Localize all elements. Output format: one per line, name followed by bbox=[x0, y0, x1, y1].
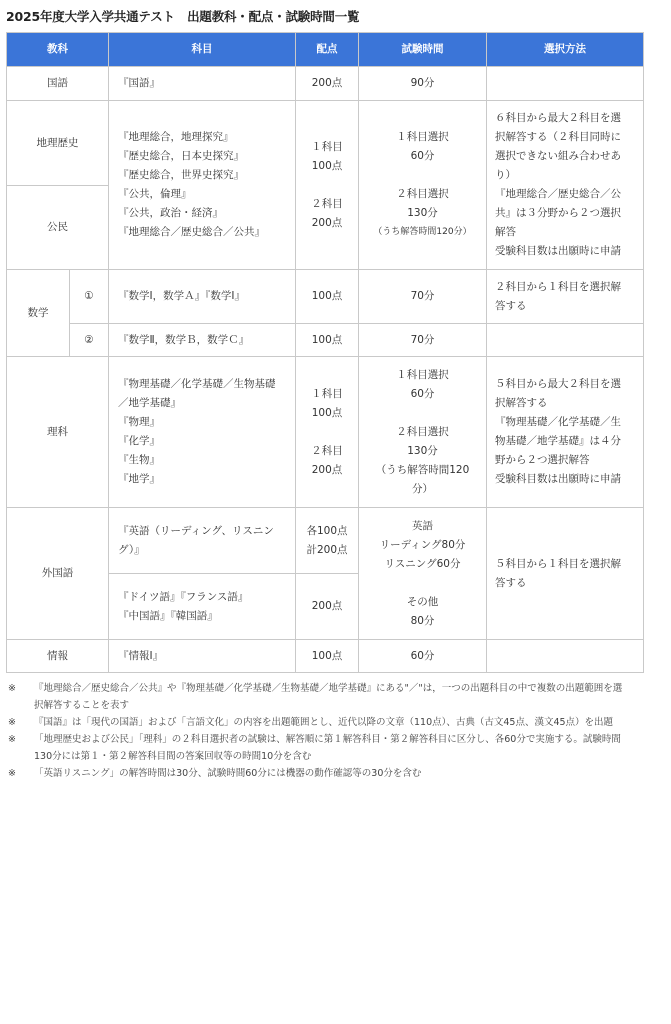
time-cell: 70分 bbox=[359, 324, 487, 357]
time-cell: 90分 bbox=[359, 67, 487, 101]
sub-number-cell: ② bbox=[70, 324, 109, 357]
time-cell: １科目選択 60分 ２科目選択 130分 （うち解答時間120 分） bbox=[359, 357, 487, 508]
courses-cell: 『地理総合，地理探究』 『歴史総合，日本史探究』 『歴史総合，世界史探究』 『公共，倫理』 『公共，政治・経済』 『地理総合／歴史総合／公共』 bbox=[109, 101, 296, 270]
points-cell: 100点 bbox=[296, 270, 359, 324]
header-courses: 科目 bbox=[109, 33, 296, 67]
courses-cell: 『数学Ⅰ，数学Ａ』『数学Ⅰ』 bbox=[109, 270, 296, 324]
note-item: ※ 「英語リスニング」の解答時間は30分、試験時間60分には機器の動作確認等の30分を含む bbox=[8, 768, 422, 779]
subject-cell: 理科 bbox=[7, 357, 109, 508]
points-cell: １科目 100点 ２科目 200点 bbox=[296, 101, 359, 270]
table-row bbox=[7, 357, 644, 508]
page-title: 2025年度大学入学共通テスト 出題教科・配点・試験時間一覧 bbox=[6, 9, 360, 24]
note-item: ※ 『地理総合／歴史総合／公共』や『物理基礎／化学基礎／生物基礎／地学基礎』にある"／"は，一つの出題科目の中で複数の出題範囲を選 択解答することを表す bbox=[8, 683, 623, 711]
header-subject: 教科 bbox=[7, 33, 109, 67]
method-cell: ６科目から最大２科目を選 択解答する（２科目同時に 選択できない組み合わせあ り） 『地理総合／歴史総合／公 共』は３分野から２つ選択 解答 受験科目数は出願時に申請 bbox=[487, 101, 644, 270]
subject-cell: 外国語 bbox=[7, 508, 109, 640]
subject-cell: 数学 bbox=[7, 270, 70, 357]
method-cell bbox=[487, 324, 644, 357]
subject-cell: 地理歴史 bbox=[7, 101, 109, 186]
courses-cell: 『情報Ⅰ』 bbox=[109, 640, 296, 673]
table-row bbox=[7, 324, 644, 357]
header-time: 試験時間 bbox=[359, 33, 487, 67]
header-row bbox=[7, 33, 644, 67]
points-cell: 200点 bbox=[296, 574, 359, 640]
subject-cell: 国語 bbox=[7, 67, 109, 101]
note-item: ※ 『国語』は「現代の国語」および「言語文化」の内容を出題範囲とし、近代以降の文章（110点）、古典（古文45点、漢文45点）を出題 bbox=[8, 717, 614, 728]
subject-cell: 情報 bbox=[7, 640, 109, 673]
points-cell: １科目 100点 ２科目 200点 bbox=[296, 357, 359, 508]
points-cell: 各100点 計200点 bbox=[296, 508, 359, 574]
sub-number-cell: ① bbox=[70, 270, 109, 324]
table-row bbox=[7, 508, 644, 574]
note-item: ※ 「地理歴史および公民」「理科」の２科目選択者の試験は、解答順に第１解答科目・第２解答科目に区分し、各60分で実施する。試験時間 130分には第１・第２解答科目間の答案回収等の時間10分を含む bbox=[8, 734, 621, 762]
points-cell: 100点 bbox=[296, 640, 359, 673]
courses-cell: 『数学Ⅱ，数学Ｂ，数学Ｃ』 bbox=[109, 324, 296, 357]
notes-section bbox=[6, 680, 646, 782]
courses-cell: 『ドイツ語』『フランス語』 『中国語』『韓国語』 bbox=[109, 574, 296, 640]
method-cell: ２科目から１科目を選択解 答する bbox=[487, 270, 644, 324]
header-points: 配点 bbox=[296, 33, 359, 67]
courses-cell: 『国語』 bbox=[109, 67, 296, 101]
method-cell bbox=[487, 67, 644, 101]
method-cell bbox=[487, 640, 644, 673]
header-method: 選択方法 bbox=[487, 33, 644, 67]
points-cell: 200点 bbox=[296, 67, 359, 101]
time-cell: 60分 bbox=[359, 640, 487, 673]
method-cell: ５科目から１科目を選択解 答する bbox=[487, 508, 644, 640]
points-cell: 100点 bbox=[296, 324, 359, 357]
table-row bbox=[7, 67, 644, 101]
subject-cell: 公民 bbox=[7, 186, 109, 270]
table-row bbox=[7, 270, 644, 324]
table-row bbox=[7, 101, 644, 186]
courses-cell: 『物理基礎／化学基礎／生物基礎 ／地学基礎』 『物理』 『化学』 『生物』 『地学』 bbox=[109, 357, 296, 508]
exam-table bbox=[6, 32, 644, 673]
time-cell: 英語 リーディング80分 リスニング60分 その他 80分 bbox=[359, 508, 487, 640]
time-cell: 70分 bbox=[359, 270, 487, 324]
courses-cell: 『英語（リーディング、リスニン グ）』 bbox=[109, 508, 296, 574]
time-cell: １科目選択 60分 ２科目選択 130分 （うち解答時間120分） bbox=[359, 101, 487, 270]
method-cell: ５科目から最大２科目を選 択解答する 『物理基礎／化学基礎／生 物基礎／地学基礎』は４分 野から２つ選択解答 受験科目数は出願時に申請 bbox=[487, 357, 644, 508]
table-row bbox=[7, 640, 644, 673]
